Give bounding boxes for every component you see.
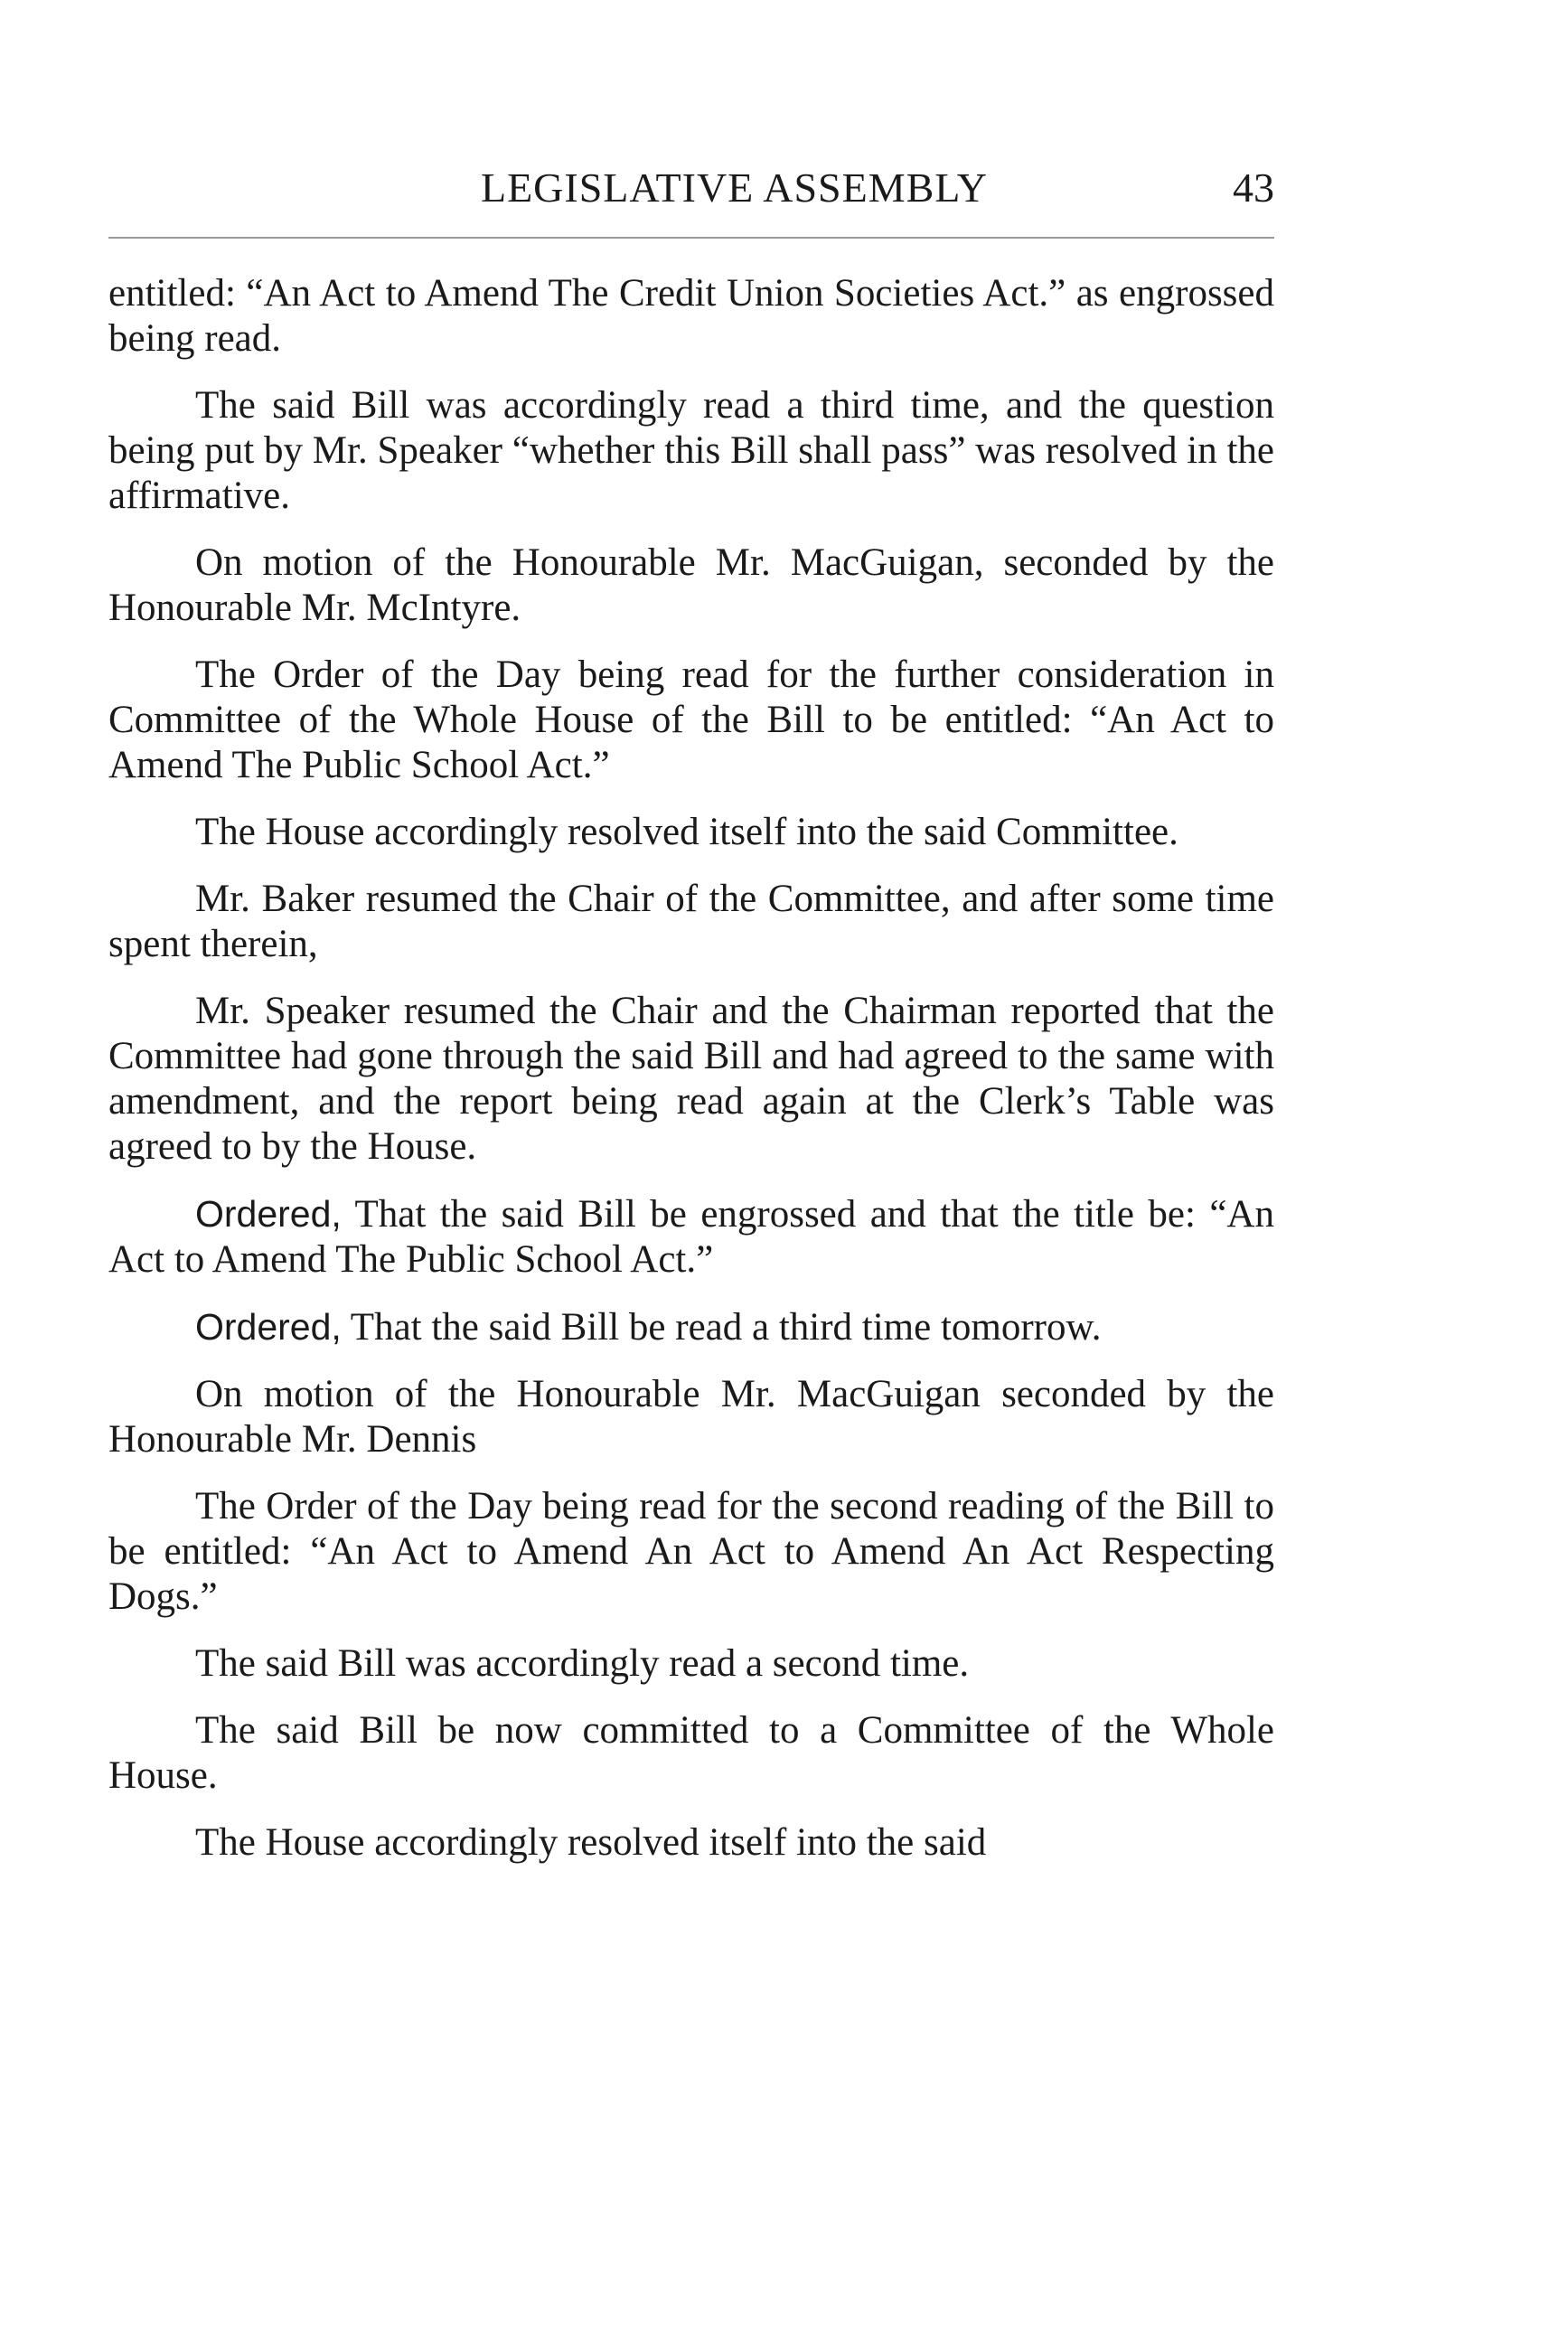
paragraph (108, 540, 1274, 631)
paragraph-text: The Order of the Day being read for the second reading of the Bill to be entitled: “An Act to Amend An Act to Amend An Act Respecting Dogs.” (108, 1485, 1274, 1618)
paragraph-text: entitled: “An Act to Amend The Credit Union Societies Act.” as engrossed being read. (108, 272, 1274, 360)
paragraph-text: On motion of the Honourable Mr. MacGuigan, seconded by the Honourable Mr. McIntyre. (108, 541, 1274, 629)
paragraph-text: The said Bill was accordingly read a third time, and the question being put by Mr. Speaker “whether this Bill shall pass” was resolved in the affirmative. (108, 384, 1274, 517)
paragraph-text: Mr. Speaker resumed the Chair and the Chairman reported that the Committee had gone through the said Bill and had agreed to the same with amendment, and the report being read again at the Clerk’s Table was agreed to by the House. (108, 990, 1274, 1168)
paragraph-text: The House accordingly resolved itself into the said Committee. (195, 811, 1178, 853)
paragraph (108, 271, 1274, 362)
running-title: LEGISLATIVE ASSEMBLY (480, 164, 989, 211)
paragraph (108, 1708, 1274, 1799)
paragraph-text: That the said Bill be engrossed and that the title be: “An Act to Amend The Public School Act.” (108, 1193, 1274, 1281)
ordered-paragraph (108, 1191, 1274, 1283)
paragraph (108, 1484, 1274, 1620)
paragraph-text: Mr. Baker resumed the Chair of the Committee, and after some time spent therein, (108, 878, 1274, 965)
paragraph-text: On motion of the Honourable Mr. MacGuigan seconded by the Honourable Mr. Dennis (108, 1373, 1274, 1461)
ordered-lead: Ordered, (195, 1193, 342, 1235)
paragraph-text: That the said Bill be read a third time tomorrow. (350, 1306, 1102, 1349)
paragraph-text: The said Bill be now committed to a Committee of the Whole House. (108, 1709, 1274, 1797)
paragraph (108, 1372, 1274, 1462)
body-text (108, 271, 1274, 1887)
paragraph (108, 653, 1274, 788)
paragraph-text: The Order of the Day being read for the further consideration in Committee of the Whole House of the Bill to be entitled: “An Act to Amend The Public School Act.” (108, 653, 1274, 786)
paragraph (108, 1641, 1274, 1687)
paragraph-text: The said Bill was accordingly read a second time. (195, 1642, 970, 1685)
paragraph (108, 810, 1274, 855)
header-rule (108, 237, 1274, 239)
paragraph (108, 1820, 1274, 1866)
paragraph (108, 989, 1274, 1170)
paragraph (108, 877, 1274, 967)
paragraph (108, 383, 1274, 519)
ordered-lead: Ordered, (195, 1306, 342, 1348)
page-number: 43 (1233, 164, 1274, 211)
paragraph-text: The House accordingly resolved itself into the said (195, 1821, 987, 1864)
ordered-paragraph (108, 1304, 1274, 1350)
page-header (194, 161, 1274, 224)
